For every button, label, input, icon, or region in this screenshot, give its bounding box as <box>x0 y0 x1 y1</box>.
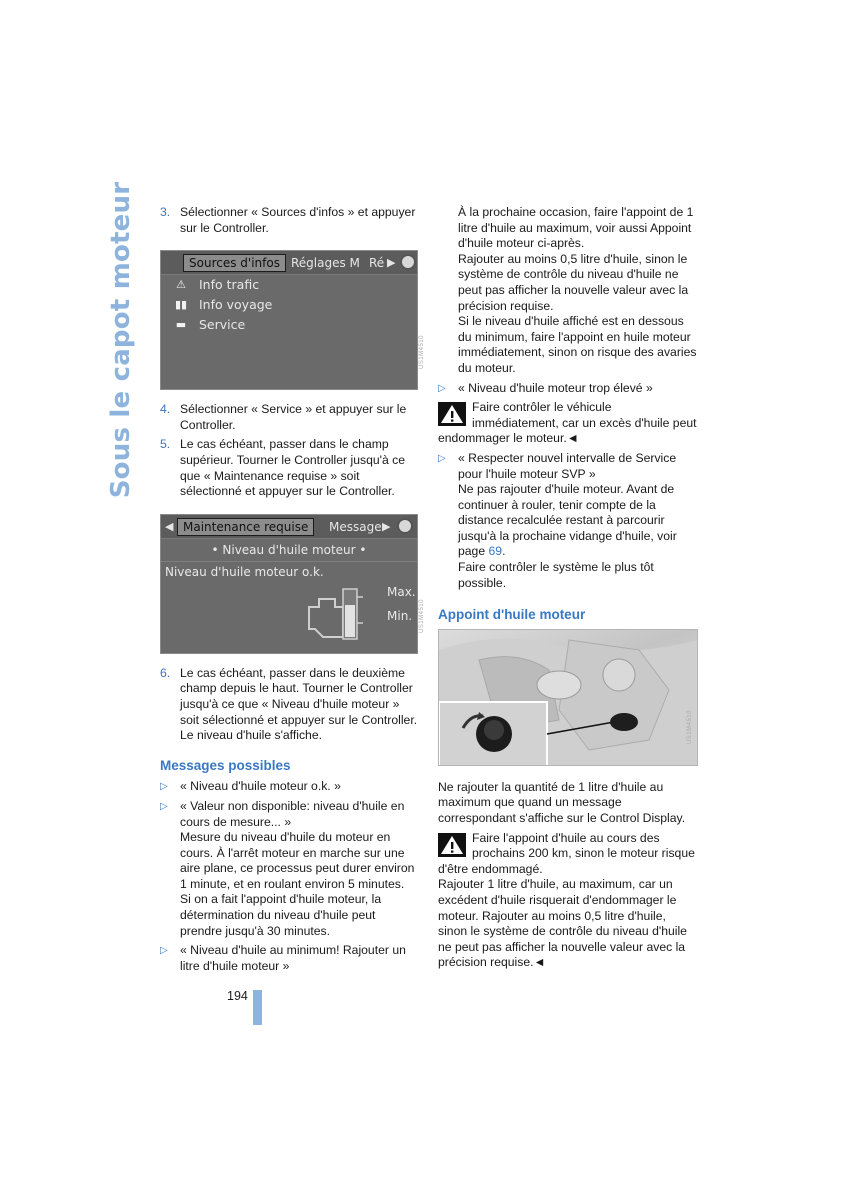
message-item: ▷ « Niveau d'huile moteur o.k. » <box>160 779 341 794</box>
step-text: Le cas échéant, passer dans le champ supérieur. Tourner le Controller jusqu'à ce que « Maintenance requise » soit sélectionné et appuyer sur le Controller. <box>180 437 405 499</box>
tab-message: Message <box>329 519 382 534</box>
display-top-bar <box>161 515 417 539</box>
controller-knob-icon <box>400 254 416 270</box>
max-label: Max. <box>387 584 416 599</box>
control-display-maintenance <box>160 514 426 654</box>
image-code: US1M4510 <box>419 598 426 633</box>
bullet-triangle-icon: ▷ <box>438 382 446 394</box>
step-4 <box>160 402 418 433</box>
step-number: 6. <box>160 665 171 680</box>
tab-maintenance-requise: Maintenance requise <box>177 518 314 536</box>
display-subheader: • Niveau d'huile moteur • <box>161 543 417 563</box>
control-display-sources <box>160 250 426 390</box>
bullet-triangle-icon: ▷ <box>160 945 168 957</box>
step-text: Le cas échéant, passer dans le deuxième champ depuis le haut. Tourner le Controller jusqu'à ce que « Niveau d'huile moteur » soit sélectionné et appuyer sur le Controller. Le niveau d'huile s'affiche. <box>180 665 418 743</box>
step-text: Sélectionner « Sources d'infos » et appuyer sur le Controller. <box>180 205 416 235</box>
warning-triangle-icon <box>438 833 466 857</box>
menu-item-info-trafic: ⚠ Info trafic <box>171 277 259 293</box>
step-6 <box>160 666 418 744</box>
message-item: ▷ « Respecter nouvel intervalle de Service pour l'huile moteur SVP » Ne pas rajouter d'huile moteur. Avant de continuer à rouler, tenir compte de la distance recalculée restant à parcourir jusqu'à la prochaine vidange d'huile, voir page 69. Faire contrôler le système le plus tôt possible. <box>438 450 677 590</box>
side-title <box>103 181 139 499</box>
car-service-icon: ▬ <box>175 318 187 332</box>
image-code: US1M4510 <box>419 335 426 370</box>
step-number: 5. <box>160 437 171 452</box>
menu-item-service: ▬ Service <box>171 317 245 333</box>
arrow-right-icon: ▶ <box>387 256 396 270</box>
message-item: ▷ « Valeur non disponible: niveau d'huile en cours de mesure... » Mesure du niveau d'huile du moteur en cours. À l'arrêt moteur en marche sur une aire plane, ce processus peut durer environ 1 minute, et en roulant environ 5 minutes. Si on a fait l'appoint d'huile moteur, la détermination du niveau d'huile peut prendre jusqu'à 30 minutes. <box>160 798 415 938</box>
traffic-warning-icon: ⚠ <box>176 278 186 292</box>
step-text: Sélectionner « Service » et appuyer sur le Controller. <box>180 402 407 432</box>
right-column: À la prochaine occasion, faire l'appoint de 1 litre d'huile au maximum, voir aussi Appoint d'huile moteur ci-après. Rajouter au moins 0,5 litre d'huile, sinon le système de contrôle du niveau d'huile ne peut pas afficher la nouvelle valeur avec la précision requise. Si le niveau d'huile affiché est en dessous du minimum, faire l'appoint en huile moteur immédiatement, sinon on risque des avaries du moteur. ▷ « Niveau d'huile moteur trop élevé » Faire contrôler le véhicule immédiatement, car un excès d'huile peut endommager le moteur.◄ ▷ « Respecter nouvel intervalle de Service pour l'huile moteur SVP » Ne pas rajouter d'huile moteur. Avant de continuer à rouler, tenir compte de la distance recalculée restant à parcourir jusqu'à la prochaine vidange d'huile, voir page 69. Faire contrôler le système le plus tôt possible. Appoint d'huile moteur US1M4510 Ne rajouter la quantité de 1 litre d'huile au maximum que quand un message correspondant s'affiche sur le Control Display. Faire l'appoint d'huile au cours des prochains 200 km, sinon le moteur risque d'être endommagé. Rajouter 1 litre d'huile, au maximum, car un excédent d'huile risquerait d'endommager le moteur. Rajouter au moins 0,5 litre d'huile, sinon le système de contrôle du niveau d'huile ne peut pas afficher la nouvelle valeur avec la précision requise.◄ <box>438 205 698 975</box>
arrow-left-icon: ◀ <box>165 519 174 533</box>
menu-item-info-voyage: ▮▮ Info voyage <box>171 297 272 313</box>
controller-knob-icon <box>397 518 413 534</box>
messages-heading: Messages possibles <box>160 757 291 773</box>
warning-note: Faire contrôler le véhicule immédiatement, car un excès d'huile peut endommager le moteur.◄ <box>438 400 697 446</box>
display-top-bar <box>161 251 417 275</box>
step-number: 3. <box>160 205 171 219</box>
step-5 <box>160 437 418 499</box>
engine-bay-illustration <box>439 630 698 766</box>
continued-message: À la prochaine occasion, faire l'appoint de 1 litre d'huile au maximum, voir aussi Appoint d'huile moteur ci-après. Rajouter au moins 0,5 litre d'huile, sinon le système de contrôle du niveau d'huile ne peut pas afficher la nouvelle valeur avec la précision requise. Si le niveau d'huile affiché est en dessous du minimum, faire l'appoint en huile moteur immédiatement, sinon on risque des avaries du moteur. <box>458 205 697 375</box>
step-number: 4. <box>160 402 171 417</box>
bullet-triangle-icon: ▷ <box>160 781 168 793</box>
bullet-triangle-icon: ▷ <box>160 800 168 812</box>
side-title-text: Sous le capot moteur <box>106 181 137 499</box>
travel-info-icon: ▮▮ <box>174 298 188 312</box>
appoint-heading: Appoint d'huile moteur <box>438 607 586 623</box>
bullet-triangle-icon: ▷ <box>438 452 446 464</box>
page-number: 194 <box>227 989 248 1003</box>
warning-note: Faire l'appoint d'huile au cours des prochains 200 km, sinon le moteur risque d'être endommagé. <box>438 830 695 876</box>
tab-next-cut: Ré <box>369 256 385 271</box>
arrow-right-icon: ▶ <box>382 519 391 533</box>
tab-sources-infos: Sources d'infos <box>183 254 286 272</box>
oil-level-status: Niveau d'huile moteur o.k. <box>165 564 324 579</box>
left-column <box>160 205 426 978</box>
message-item: ▷ « Niveau d'huile moteur trop élevé » <box>438 380 653 395</box>
step-3 <box>160 205 418 236</box>
engine-bay-photo <box>438 629 698 766</box>
page-tab-marker <box>253 990 262 1025</box>
image-code: US1M4510 <box>687 709 694 744</box>
min-label: Min. <box>387 608 413 623</box>
message-item: ▷ « Niveau d'huile au minimum! Rajouter un litre d'huile moteur » <box>160 943 406 973</box>
tab-reglages: Réglages M <box>291 256 360 271</box>
page-link[interactable]: 69 <box>488 544 503 559</box>
warning-triangle-icon <box>438 402 466 426</box>
